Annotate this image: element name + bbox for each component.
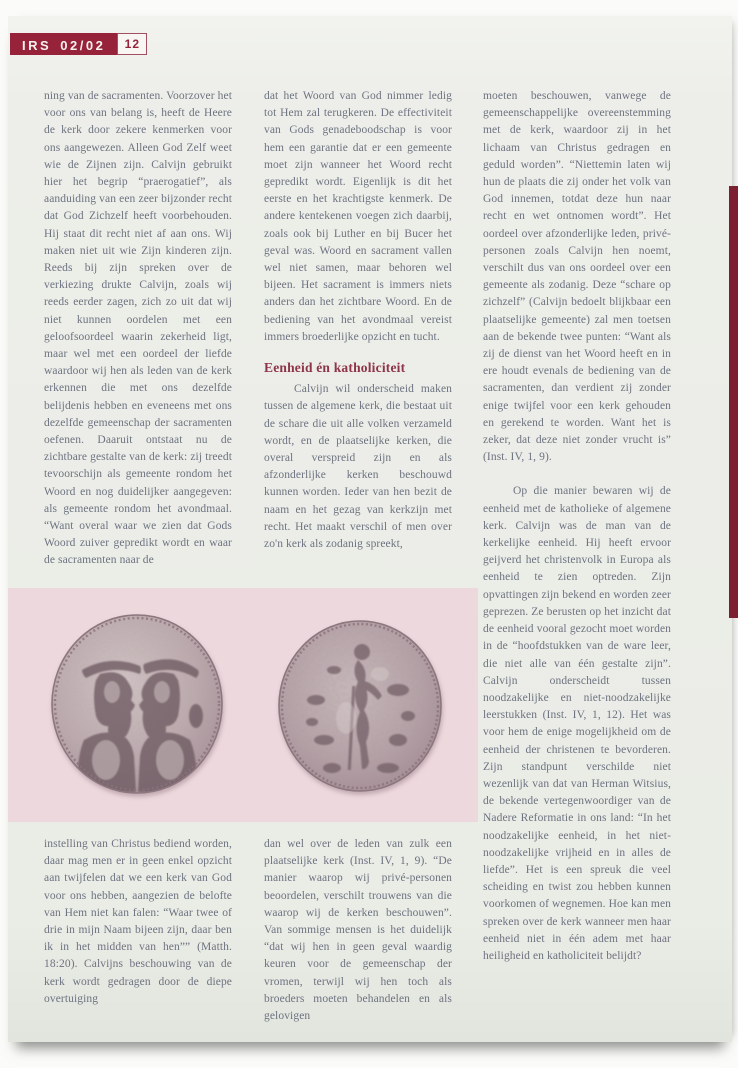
header-badge (10, 33, 147, 55)
paragraph: Op die manier bewaren wij de eenheid met de katholieke of algemene kerk. Calvijn was de man van de kerkelijke eenheid. Hij heeft ervoor geijverd het christenvolk in Europa als eenheid te zien optreden. Zijn opvattingen zijn bekend en worden zeer geprezen. Ze berusten op het inzicht dat de eenheid vooral gezocht moet worden in de “hoofdstukken van de ware leer, die niet alle van één gestalte zijn”. Calvijn onderscheidt tussen noodzakelijke en niet-noodzakelijke leerstukken (Inst. IV, 1, 12). Het was voor hem de enige mogelijkheid om de eenheid der christenen te bevorderen. Zijn standpunt verschilde niet wezenlijk van dat van Herman Witsius, de bekende vertegenwoordiger van de Nadere Reformatie in ons land: “In het noodzakelijke eenheid, in het niet-noodzakelijke vrijheid en in alles de liefde”. Het is een spreuk die veel scheiding en twist zou hebben kunnen voorkomen of wegnemen. Hoe kan men spreken over de kerk wanneer men haar eenheid niet in één adem met haar heiligheid en katholiciteit belijdt? (483, 485, 671, 962)
medals-banner (8, 588, 478, 822)
coin-two-busts-image (48, 612, 226, 796)
paragraph: dan wel over de leden van zulk een plaatselijke kerk (Inst. IV, 1, 9). “De manier waarop wij privé-personen beoordelen, verschilt trouwens van die waarop wij de kerken beschouwen”. Van sommige mensen is het duidelijk “dat wij hen in geen geval waardig keuren voor de gemeenschap der vromen, terwijl wij hen toch als broeders moeten behandelen en als gelovigen (264, 838, 452, 1023)
paragraph: moeten beschouwen, vanwege de gemeenschappelijke overeenstemming met de kerk, waardoor zij in het lichaam van Christus gedragen en geduld worden”. “Niettemin laten wij hun de plaats die zij onder het volk van God innemen, totdat deze hun naar recht en wet ontnomen wordt”. Het oordeel over afzonderlijke leden, privé-personen zoals Calvijn hen noemt, verschilt dus van ons oordeel over een gemeente als zodanig. Deze “schare op zichzelf” (Calvijn bedoelt blijkbaar een plaatselijke gemeente) zal men toetsen aan de bekende twee punten: “Want als zij de dienst van het Woord heeft en in ere houdt evenals de bediening van de sacramenten, dan verdient zij zonder enige twijfel voor een kerk gehouden en gerekend te worden. Want het is zeker, dat deze niet zonder vrucht is” (Inst. IV, 1, 9). (483, 90, 671, 464)
page-edge-tab (729, 186, 738, 618)
article-column-2 (264, 88, 452, 553)
article-column-3 (483, 88, 671, 965)
article-column-1 (44, 88, 232, 570)
page-number: 12 (117, 33, 147, 55)
article-column-1-bottom (44, 836, 232, 1008)
paragraph: ning van de sacramenten. Voorzover het voor ons van belang is, heeft de Heere de kerk door zekere kenmerken voor ons aangewezen. Alleen God Zelf weet wie de Zijnen zijn. Calvijn gebruikt hier het begrip “praerogatief”, als aanduiding van een zeer bijzonder recht dat God Zichzelf heeft voorbehouden. Hij staat dit recht niet af aan ons. Wij maken niet uit wie Zijn kinderen zijn. Reeds bij zijn spreken over de verkiezing drukte Calvijn, zoals wij reeds eerder zagen, zich zo uit dat wij niet kunnen oordelen met een geloofsoordeel waarin zekerheid ligt, maar wel met een oordeel der liefde waardoor wij hen als leden van de kerk erkennen die met ons dezelfde belijdenis hebben en eveneens met ons dezelfde gemeenschap der sacramenten oefenen. Daaruit ontstaat nu de zichtbare gestalte van de kerk: zij treedt tevoorschijn als gemeente rondom het Woord en nog duidelijker aangegeven: als gemeente rondom het avondmaal. “Want overal waar we zien dat Gods Woord zuiver gepredikt wordt en waar de sacramenten naar de (44, 90, 232, 567)
paragraph: instelling van Christus bediend worden, daar mag men er in geen enkel opzicht aan twijfelen dat we een kerk van God voor ons hebben, aangezien de belofte van Hem niet kan falen: “Waar twee of drie in mijn Naam bijeen zijn, daar ben ik in het midden van hen”” (Matth. 18:20). Calvijns beschouwing van de kerk wordt gedragen door de diepe overtuiging (44, 838, 232, 1005)
paragraph: dat het Woord van God nimmer ledig tot Hem zal terugkeren. De effectiviteit van Gods genadeboodschap is voor hem een garantie dat er een gemeente moet zijn wanneer het Woord recht gepredikt wordt. Eigenlijk is dit het eerste en het krachtigste kenmerk. De andere kentekenen voegen zich daarbij, zoals ook bij Luther en bij Bucer het geval was. Woord en sacrament vallen wel niet samen, maar behoren wel bijeen. Het sacrament is immers niets anders dan het zichtbare Woord. En de bediening van het avondmaal vereist immers broederlijke opzicht en tucht. (264, 90, 452, 343)
section-heading: Eenheid én katholiciteit (264, 360, 406, 376)
article-column-2-bottom (264, 836, 452, 1025)
paragraph: Calvijn wil onderscheid maken tussen de algemene kerk, die bestaat uit de schare die uit alle volken verzameld wordt, en de plaatselijke kerken, die overal verspreid zijn en als afzonderlijke kerken beschouwd kunnen worden. Ieder van hen bezit de naam en het gezag van kerkzijn met recht. Het maakt verschil of men over zo'n kerk als zodanig spreekt, (264, 383, 452, 551)
coin-standing-figure-image (276, 618, 444, 794)
issue-label: IRS 02/02 (10, 33, 117, 55)
